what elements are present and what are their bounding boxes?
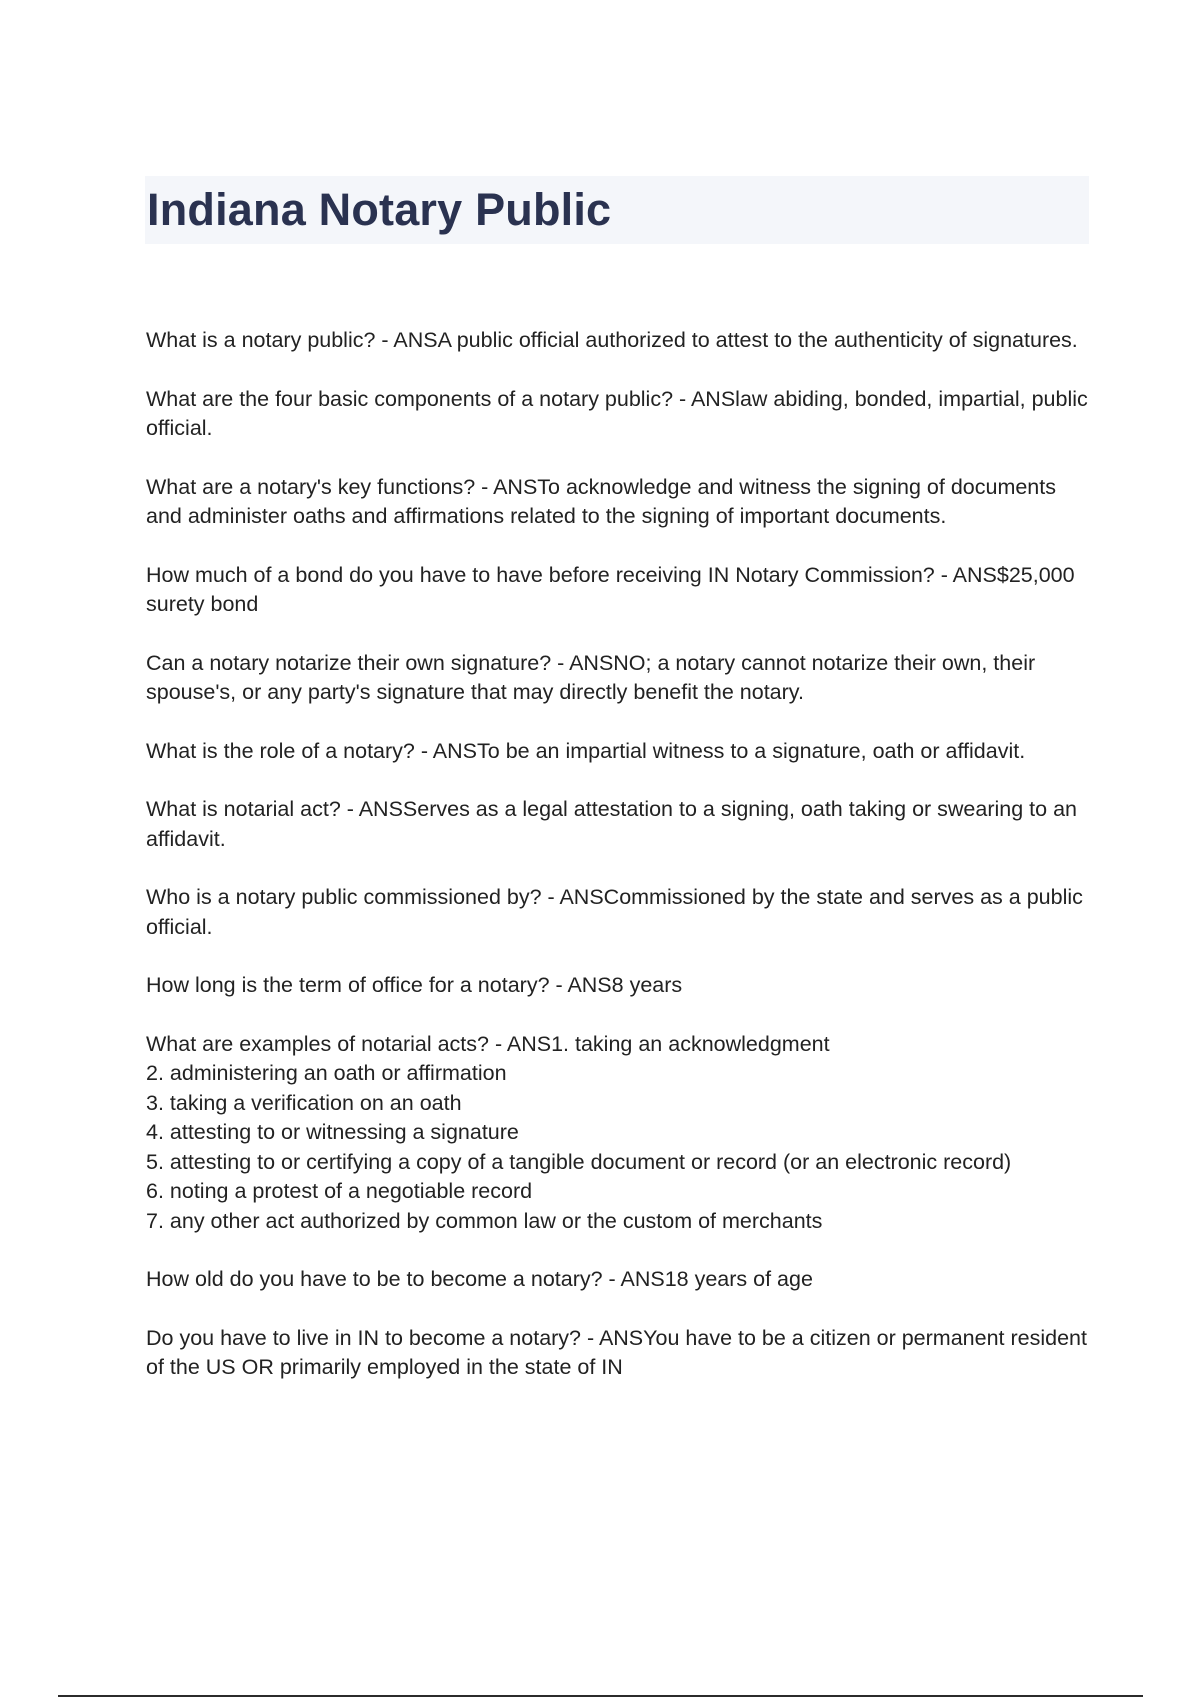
qa-item: How long is the term of office for a notary? - ANS8 years	[146, 973, 683, 997]
footer-divider	[58, 1695, 1143, 1697]
qa-item: What is the role of a notary? - ANSTo be an impartial witness to a signature, oath or affidavit.	[146, 738, 1026, 763]
qa-item: Do you have to live in IN to become a notary? - ANSYou have to be a citizen or permanent resident of the US OR primarily employed in the state of IN	[146, 1325, 1087, 1379]
qa-item: What are the four basic components of a notary public? - ANSlaw abiding, bonded, impartial, public official.	[146, 386, 1088, 440]
qa-item: What is notarial act? - ANSServes as a legal attestation to a signing, oath taking or swearing to an affidavit.	[146, 797, 1077, 851]
qa-item: What are a notary's key functions? - ANSTo acknowledge and witness the signing of documents and administer oaths and affirmations related to the signing of important documents.	[146, 474, 1056, 528]
qa-item: How old do you have to be to become a notary? - ANS18 years of age	[146, 1267, 813, 1291]
qa-item: How much of a bond do you have to have before receiving IN Notary Commission? - ANS$25,000 surety bond	[146, 562, 1075, 616]
qa-item: What is a notary public? - ANSA public official authorized to attest to the authenticity of signatures.	[146, 328, 1078, 352]
qa-list	[146, 326, 1096, 1412]
qa-item: Can a notary notarize their own signature? - ANSNO; a notary cannot notarize their own, their spouse's, or any party's signature that may directly benefit the notary.	[146, 650, 1036, 704]
page-title: Indiana Notary Public	[147, 184, 612, 235]
qa-item: Who is a notary public commissioned by? - ANSCommissioned by the state and serves as a public official.	[146, 885, 1083, 939]
qa-item: What are examples of notarial acts? - ANS1. taking an acknowledgment 2. administering an oath or affirmation 3. taking a verification on an oath 4. attesting to or witnessing a signature 5. attesting to or certifying a copy of a tangible document or record (or an electronic record) 6. noting a protest of a negotiable record 7. any other act authorized by common law or the custom of merchants	[146, 1031, 1012, 1233]
title-banner	[145, 176, 1089, 244]
